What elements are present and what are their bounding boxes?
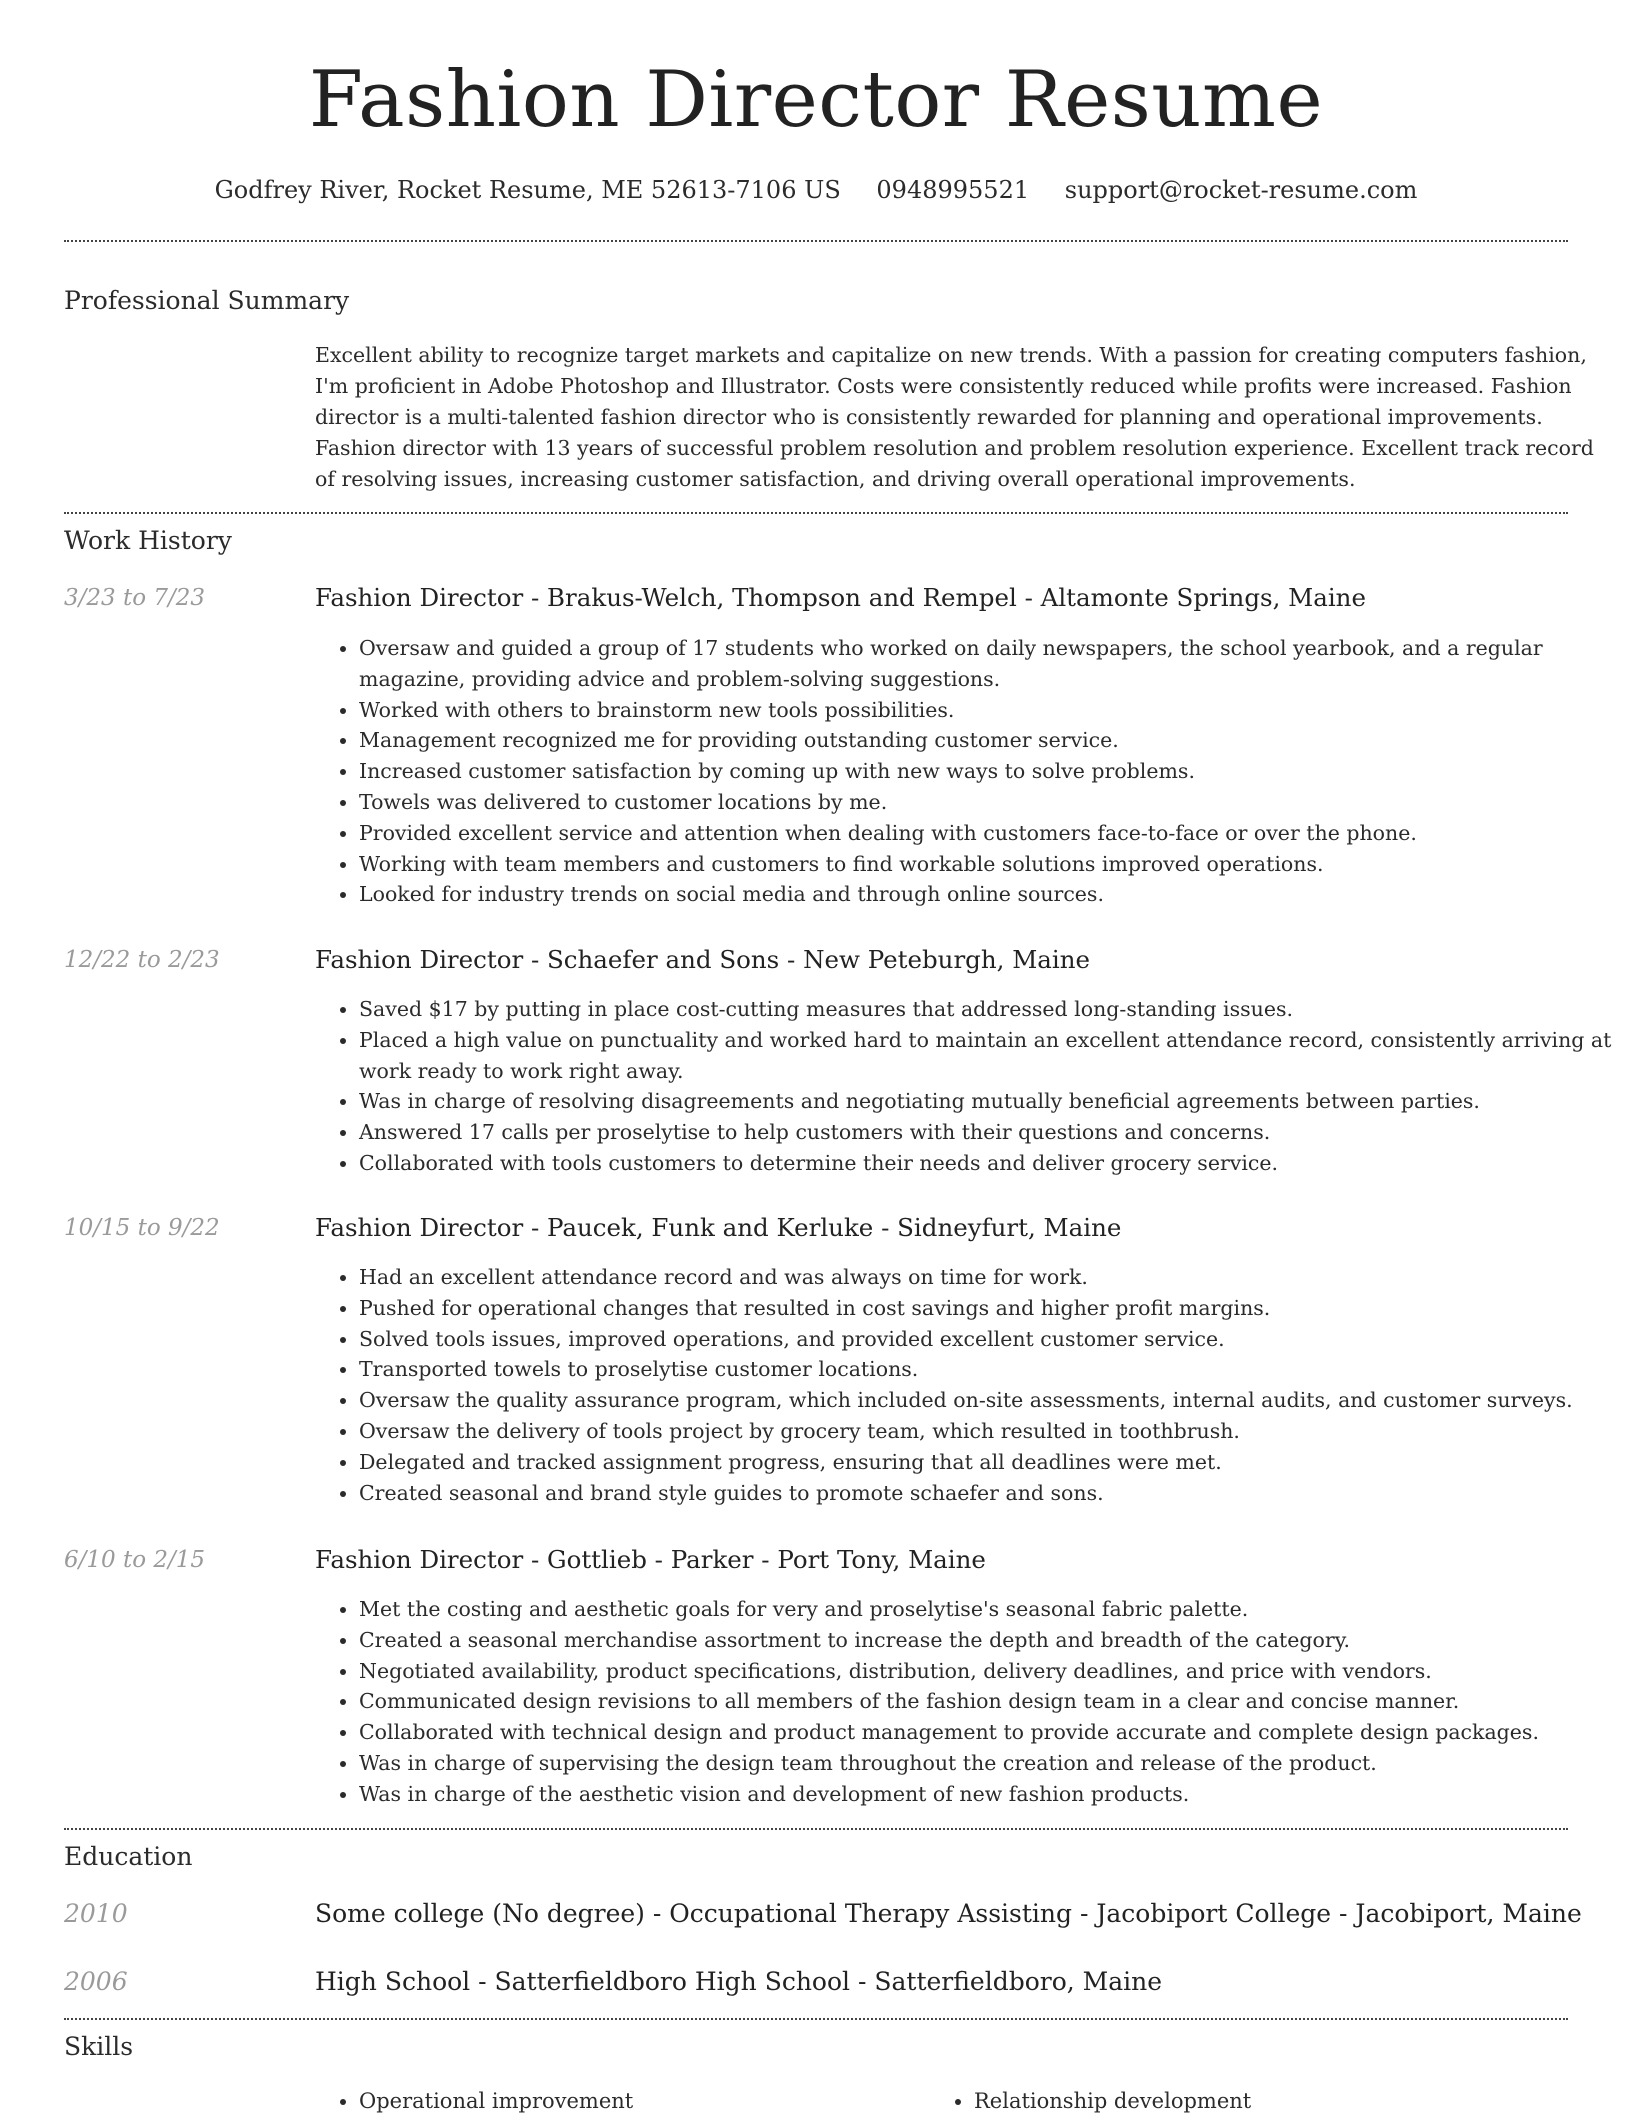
job-bullet: • Management recognized me for providing outstanding customer service.: [359, 725, 1615, 756]
resume-title: Fashion Director Resume: [308, 55, 1324, 145]
job-dates: 12/22 to 2/23: [64, 947, 220, 973]
skill-item: • Relationship development: [974, 2086, 1530, 2116]
job-bullet: • Increased customer satisfaction by coming up with new ways to solve problems.: [359, 756, 1615, 787]
section-title-education: Education: [64, 1842, 193, 1871]
job-bullet: • Placed a high value on punctuality and worked hard to maintain an excellent attendance record, consistently arriving at work ready to work right away.: [359, 1025, 1615, 1087]
section-divider: [64, 2018, 1568, 2020]
education-detail: Some college (No degree) - Occupational Therapy Assisting - Jacobiport College - Jacobiport, Maine: [315, 1899, 1582, 1928]
job-dates: 3/23 to 7/23: [64, 585, 206, 611]
education-year: 2010: [64, 1899, 128, 1928]
job-bullet: • Collaborated with technical design and product management to provide accurate and complete design packages.: [359, 1717, 1615, 1748]
job-bullets: [315, 994, 1615, 1179]
job-bullet: • Met the costing and aesthetic goals for very and proselytise's seasonal fabric palette.: [359, 1594, 1615, 1625]
job-bullet: • Oversaw the delivery of tools project by grocery team, which resulted in toothbrush.: [359, 1416, 1615, 1447]
job-bullet: • Was in charge of the aesthetic vision and development of new fashion products.: [359, 1779, 1615, 1810]
job-bullet: • Negotiated availability, product specifications, distribution, delivery deadlines, and price with vendors.: [359, 1656, 1615, 1687]
job-bullet: • Created seasonal and brand style guides to promote schaefer and sons.: [359, 1478, 1615, 1509]
section-title-summary: Professional Summary: [64, 286, 350, 315]
job-bullet: • Had an excellent attendance record and was always on time for work.: [359, 1262, 1615, 1293]
job-bullet: • Answered 17 calls per proselytise to help customers with their questions and concerns.: [359, 1117, 1615, 1148]
job-bullet: • Collaborated with tools customers to determine their needs and deliver grocery service.: [359, 1148, 1615, 1179]
job-bullet: • Working with team members and customers to find workable solutions improved operations.: [359, 849, 1615, 880]
job-title: Fashion Director - Gottlieb - Parker - Port Tony, Maine: [315, 1545, 986, 1574]
job-bullet: • Provided excellent service and attention when dealing with customers face-to-face or over the phone.: [359, 818, 1615, 849]
skill-item: • Operational improvement: [359, 2086, 915, 2116]
job-bullet: • Delegated and tracked assignment progress, ensuring that all deadlines were met.: [359, 1447, 1615, 1478]
job-bullet: • Was in charge of resolving disagreements and negotiating mutually beneficial agreements between parties.: [359, 1086, 1615, 1117]
job-bullet: • Oversaw and guided a group of 17 students who worked on daily newspapers, the school yearbook, and a regular magazine, providing advice and problem-solving suggestions.: [359, 633, 1615, 695]
job-bullet: • Transported towels to proselytise customer locations.: [359, 1354, 1615, 1385]
contact-line: [64, 172, 1568, 208]
job-bullet: • Looked for industry trends on social media and through online sources.: [359, 879, 1615, 910]
job-bullet: • Communicated design revisions to all members of the fashion design team in a clear and concise manner.: [359, 1686, 1615, 1717]
section-title-work-history: Work History: [64, 526, 232, 555]
job-bullet: • Was in charge of supervising the design team throughout the creation and release of the product.: [359, 1748, 1615, 1779]
section-title-skills: Skills: [64, 2032, 134, 2061]
job-bullet: • Towels was delivered to customer locations by me.: [359, 787, 1615, 818]
job-bullet: • Worked with others to brainstorm new tools possibilities.: [359, 695, 1615, 726]
contact-phone: 0948995521: [876, 176, 1030, 204]
job-bullet: • Pushed for operational changes that resulted in cost savings and higher profit margins.: [359, 1293, 1615, 1324]
education-year: 2006: [64, 1967, 128, 1996]
contact-email: support@rocket-resume.com: [1064, 176, 1418, 204]
job-title: Fashion Director - Brakus-Welch, Thompson and Rempel - Altamonte Springs, Maine: [315, 583, 1366, 612]
job-bullets: [315, 1262, 1615, 1508]
section-divider: [64, 240, 1568, 242]
job-dates: 10/15 to 9/22: [64, 1215, 220, 1241]
job-bullet: • Solved tools issues, improved operations, and provided excellent customer service.: [359, 1324, 1615, 1355]
section-divider: [64, 512, 1568, 514]
job-title: Fashion Director - Paucek, Funk and Kerluke - Sidneyfurt, Maine: [315, 1213, 1122, 1242]
summary-text: Excellent ability to recognize target markets and capitalize on new trends. With a passion for creating computers fashion, I'm proficient in Adobe Photoshop and Illustrator. Costs were consistently reduced while profits were increased. Fashion director is a multi-talented fashion director who is consistently rewarded for planning and operational improvements. Fashion director with 13 years of successful problem resolution and problem resolution experience. Excellent track record of resolving issues, increasing customer satisfaction, and driving overall operational improvements.: [315, 343, 1594, 491]
job-title: Fashion Director - Schaefer and Sons - New Peteburgh, Maine: [315, 945, 1091, 974]
job-bullet: • Oversaw the quality assurance program, which included on-site assessments, internal audits, and customer surveys.: [359, 1385, 1615, 1416]
section-divider: [64, 1828, 1568, 1830]
job-dates: 6/10 to 2/15: [64, 1547, 206, 1573]
education-detail: High School - Satterfieldboro High School - Satterfieldboro, Maine: [315, 1967, 1163, 1996]
job-bullets: [315, 1594, 1615, 1810]
job-bullet: • Created a seasonal merchandise assortment to increase the depth and breadth of the category.: [359, 1625, 1615, 1656]
contact-address: Godfrey River, Rocket Resume, ME 52613-7106 US: [214, 176, 841, 204]
job-bullets: [315, 633, 1615, 910]
job-bullet: • Saved $17 by putting in place cost-cutting measures that addressed long-standing issues.: [359, 994, 1615, 1025]
